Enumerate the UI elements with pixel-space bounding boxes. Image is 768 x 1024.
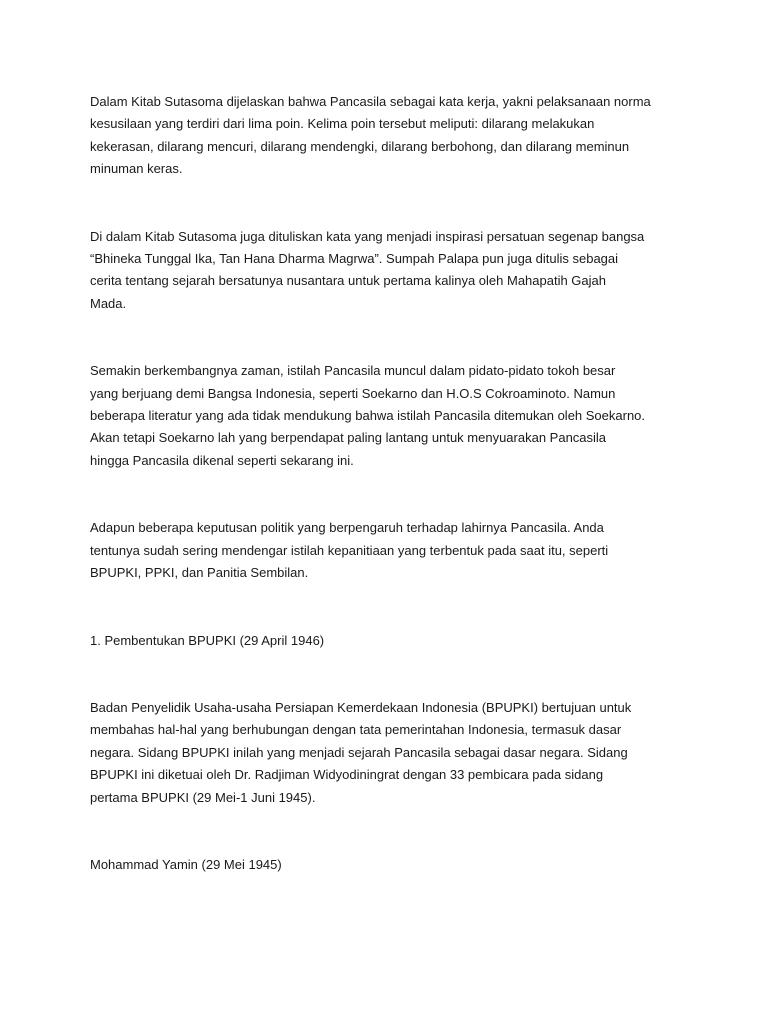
paragraph-keputusan-politik: Adapun beberapa keputusan politik yang berpengaruh terhadap lahirnya Pancasila. Anda tentunya sudah sering mendengar istilah kepanitiaan yang terbentuk pada saat itu, seperti BPUPKI, PPKI, dan Panitia Sembilan. xyxy=(90,520,609,581)
paragraph-bhineka-tunggal-ika: Di dalam Kitab Sutasoma juga dituliskan kata yang menjadi inspirasi persatuan segenap bangsa “Bhineka Tunggal Ika, Tan Hana Dharma Magrwa”. Sumpah Palapa pun juga ditulis sebagai cerita tentang sejarah bersatunya nusantara untuk pertama kalinya oleh Mahapatih Gajah Mada. xyxy=(90,228,645,311)
document-body xyxy=(90,91,695,876)
heading-pembentukan-bpupki: 1. Pembentukan BPUPKI (29 April 1946) xyxy=(90,632,325,648)
paragraph-perkembangan-zaman: Semakin berkembangnya zaman, istilah Pancasila muncul dalam pidato-pidato tokoh besar yang berjuang demi Bangsa Indonesia, seperti Soekarno dan H.O.S Cokroaminoto. Namun beberapa literatur yang ada tidak mendukung bahwa istilah Pancasila ditemukan oleh Soekarno. Akan tetapi Soekarno lah yang berpendapat paling lantang untuk menyuarakan Pancasila hingga Pancasila dikenal seperti sekarang ini. xyxy=(90,363,646,468)
paragraph-kitab-sutasoma: Dalam Kitab Sutasoma dijelaskan bahwa Pancasila sebagai kata kerja, yakni pelaksanaan norma kesusilaan yang terdiri dari lima poin. Kelima poin tersebut meliputi: dilarang melakukan kekerasan, dilarang mencuri, dilarang mendengki, dilarang berbohong, dan dilarang meminun minuman keras. xyxy=(90,94,651,177)
paragraph-bpupki: Badan Penyelidik Usaha-usaha Persiapan Kemerdekaan Indonesia (BPUPKI) bertujuan untuk membahas hal-hal yang berhubungan dengan tata pemerintahan Indonesia, termasuk dasar negara. Sidang BPUPKI inilah yang menjadi sejarah Pancasila sebagai dasar negara. Sidang BPUPKI ini diketuai oleh Dr. Radjiman Widyodiningrat dengan 33 pembicara pada sidang pertama BPUPKI (29 Mei-1 Juni 1945). xyxy=(90,699,632,805)
heading-mohammad-yamin: Mohammad Yamin (29 Mei 1945) xyxy=(90,856,282,872)
